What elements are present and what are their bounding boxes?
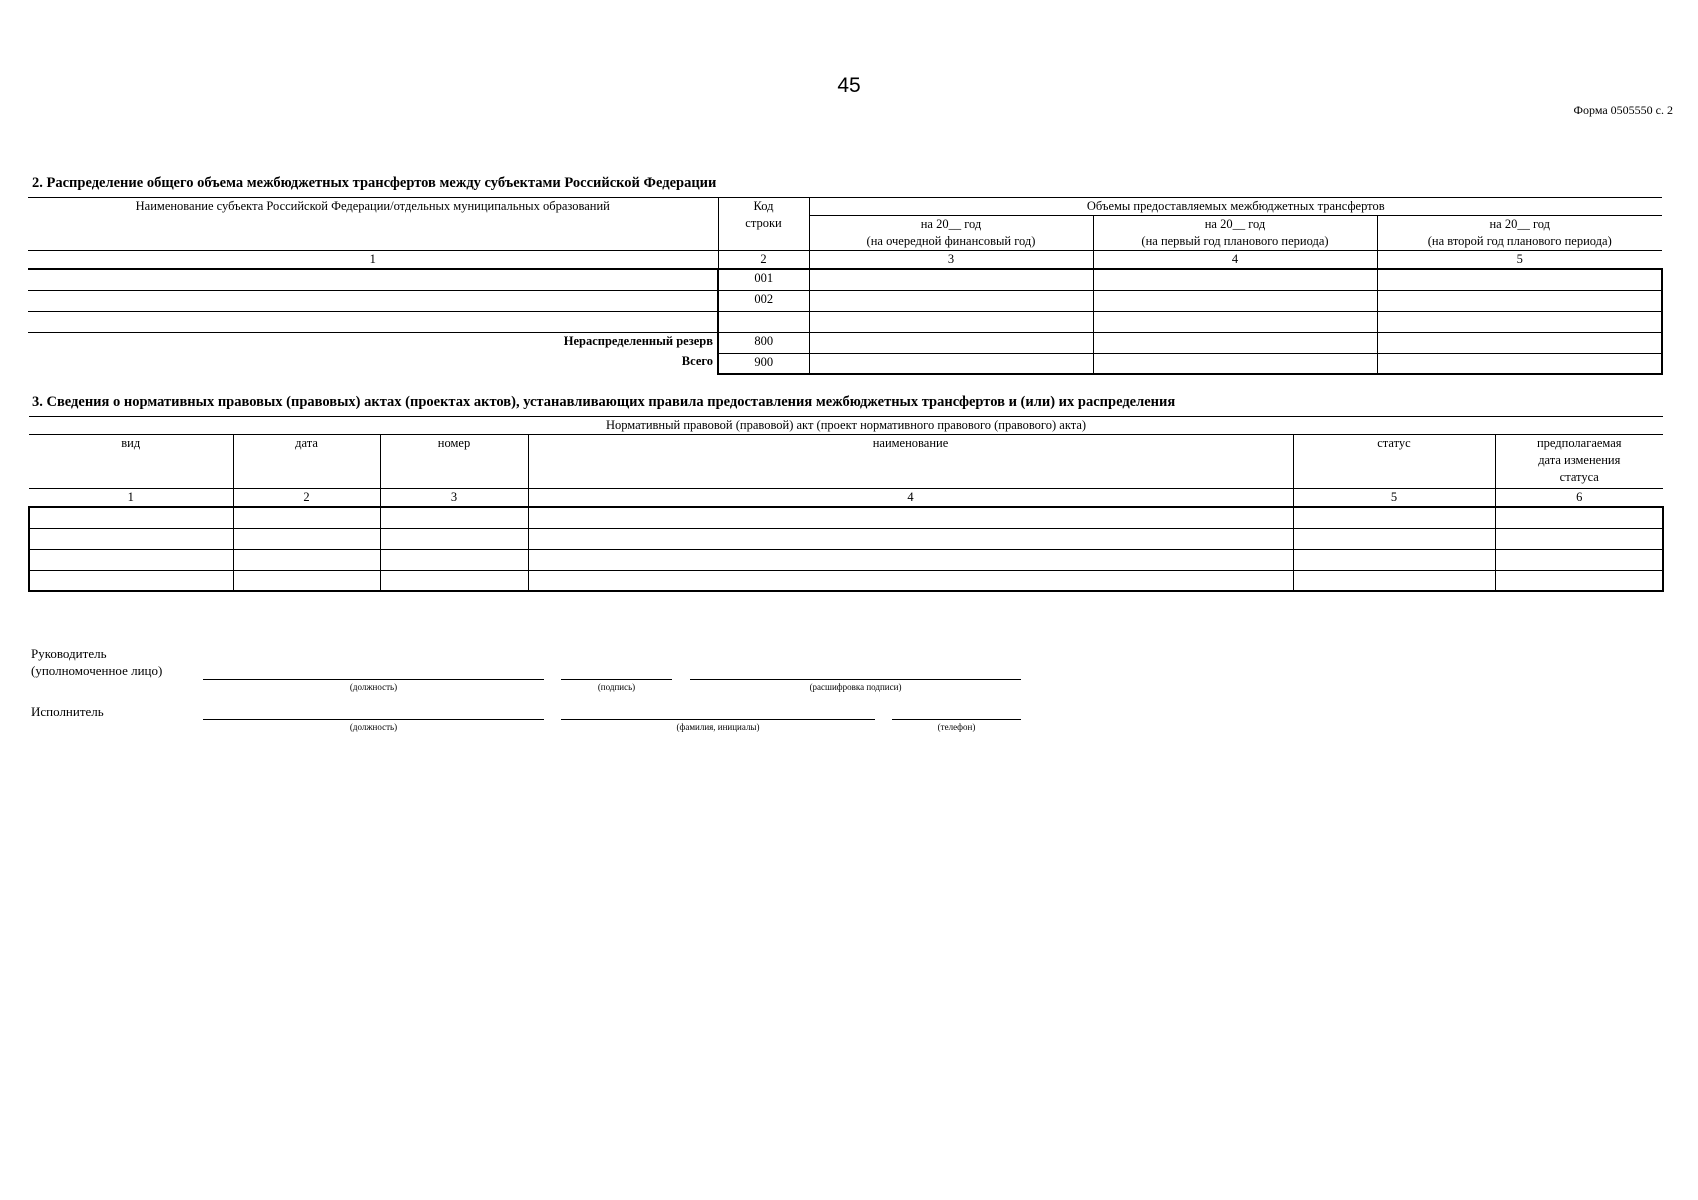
cell-year-2[interactable] [1093,269,1377,290]
col-number: 6 [1495,489,1663,508]
cell-date[interactable] [233,507,380,528]
header-year-1-l1: на 20__ год [920,217,982,231]
col-number: 5 [1293,489,1495,508]
table-row [28,353,1662,374]
transfers-distribution-table [28,197,1663,375]
header-legal-act-group: Нормативный правовой (правовой) акт (проект нормативного правового (правового) акта) [29,417,1663,435]
row-code [718,311,809,332]
header-status-change-date [1495,435,1663,489]
table-row [28,311,1662,332]
cell-name[interactable] [528,507,1293,528]
cell-status[interactable] [1293,528,1495,549]
executor-phone-caption: (телефон) [937,722,976,732]
col-number: 3 [809,251,1093,270]
row-code: 900 [718,353,809,374]
head-signature-caption: (подпись) [597,682,636,692]
header-transfer-volumes: Объемы предоставляемых межбюджетных трансфертов [809,198,1662,216]
table-row [28,290,1662,311]
cell-year-2[interactable] [1093,290,1377,311]
row-name-total: Всего [681,354,713,368]
cell-number[interactable] [380,570,528,591]
cell-year-1[interactable] [809,290,1093,311]
header-line-code-1: Код [753,199,774,213]
head-decoding-caption: (расшифровка подписи) [809,682,902,692]
cell-status-change-date[interactable] [1495,528,1663,549]
table-row [29,507,1663,528]
header-status-change-date-l2: дата изменения [1538,453,1621,467]
head-label [31,645,162,679]
cell-year-2[interactable] [1093,353,1377,374]
cell-year-2[interactable] [1093,311,1377,332]
col-number: 4 [1093,251,1377,270]
cell-year-1[interactable] [809,332,1093,353]
cell-date[interactable] [233,570,380,591]
executor-label: Исполнитель [31,704,104,719]
cell-type[interactable] [29,528,233,549]
executor-name-line[interactable] [561,719,875,720]
header-year-3-l1: на 20__ год [1489,217,1551,231]
header-year-2-l1: на 20__ год [1204,217,1266,231]
table-row [29,528,1663,549]
cell-status-change-date[interactable] [1495,570,1663,591]
cell-date[interactable] [233,528,380,549]
header-status-change-date-l1: предполагаемая [1536,436,1622,450]
col-number: 2 [718,251,809,270]
row-name [28,269,718,290]
header-year-3-l2: (на второй год планового периода) [1427,234,1612,248]
cell-number[interactable] [380,528,528,549]
executor-position-caption: (должность) [349,722,398,732]
header-subject-name: Наименование субъекта Российской Федерации/отдельных муниципальных образований [28,198,718,251]
col-number: 1 [28,251,718,270]
header-line-code-2: строки [745,216,782,230]
col-number: 3 [380,489,528,508]
cell-date[interactable] [233,549,380,570]
head-decoding-line[interactable] [690,679,1021,680]
executor-position-line[interactable] [203,719,544,720]
cell-year-3[interactable] [1377,332,1662,353]
header-year-1 [809,216,1093,251]
cell-year-2[interactable] [1093,332,1377,353]
row-code: 002 [718,290,809,311]
section2-title: 2. Распределение общего объема межбюджетных трансфертов между субъектами Российской Федерации [32,175,717,191]
head-label-l1: Руководитель [31,646,107,661]
header-line-code [718,198,809,251]
cell-status[interactable] [1293,507,1495,528]
header-year-1-l2: (на очередной финансовый год) [866,234,1036,248]
executor-phone-line[interactable] [892,719,1021,720]
header-type: вид [29,435,233,489]
col-number: 5 [1377,251,1662,270]
header-year-2 [1093,216,1377,251]
header-date: дата [233,435,380,489]
legal-acts-table [28,416,1664,592]
col-number: 2 [233,489,380,508]
table-row [28,332,1662,353]
table-row [29,549,1663,570]
header-number: номер [380,435,528,489]
cell-status-change-date[interactable] [1495,507,1663,528]
header-name: наименование [528,435,1293,489]
head-position-line[interactable] [203,679,544,680]
page-number: 45 [837,74,861,97]
head-signature-line[interactable] [561,679,672,680]
cell-number[interactable] [380,507,528,528]
cell-year-3[interactable] [1377,311,1662,332]
section3-title: 3. Сведения о нормативных правовых (правовых) актах (проектах актов), устанавливающих правила предоставления межбюджетных трансфертов и (или) их распределения [32,394,1176,410]
cell-status-change-date[interactable] [1495,549,1663,570]
cell-name[interactable] [528,549,1293,570]
col-number: 1 [29,489,233,508]
table-row [28,269,1662,290]
cell-name[interactable] [528,528,1293,549]
cell-year-3[interactable] [1377,290,1662,311]
cell-status[interactable] [1293,570,1495,591]
cell-year-1[interactable] [809,311,1093,332]
head-position-caption: (должность) [349,682,398,692]
cell-year-1[interactable] [809,353,1093,374]
cell-name[interactable] [528,570,1293,591]
header-year-2-l2: (на первый год планового периода) [1141,234,1329,248]
col-number: 4 [528,489,1293,508]
header-status-change-date-l3: статуса [1559,470,1599,484]
cell-year-1[interactable] [809,269,1093,290]
header-status: статус [1293,435,1495,489]
header-year-3 [1377,216,1662,251]
cell-type[interactable] [29,507,233,528]
cell-type[interactable] [29,549,233,570]
row-code: 001 [718,269,809,290]
executor-name-caption: (фамилия, инициалы) [676,722,760,732]
head-label-l2: (уполномоченное лицо) [31,663,163,678]
cell-type[interactable] [29,570,233,591]
cell-year-3[interactable] [1377,353,1662,374]
row-name [28,311,718,332]
table-row [29,570,1663,591]
form-code: Форма 0505550 с. 2 [1573,103,1673,117]
cell-status[interactable] [1293,549,1495,570]
cell-year-3[interactable] [1377,269,1662,290]
cell-number[interactable] [380,549,528,570]
row-name-reserve: Нераспределенный резерв [563,333,713,348]
row-code: 800 [718,332,809,353]
row-name [28,290,718,311]
